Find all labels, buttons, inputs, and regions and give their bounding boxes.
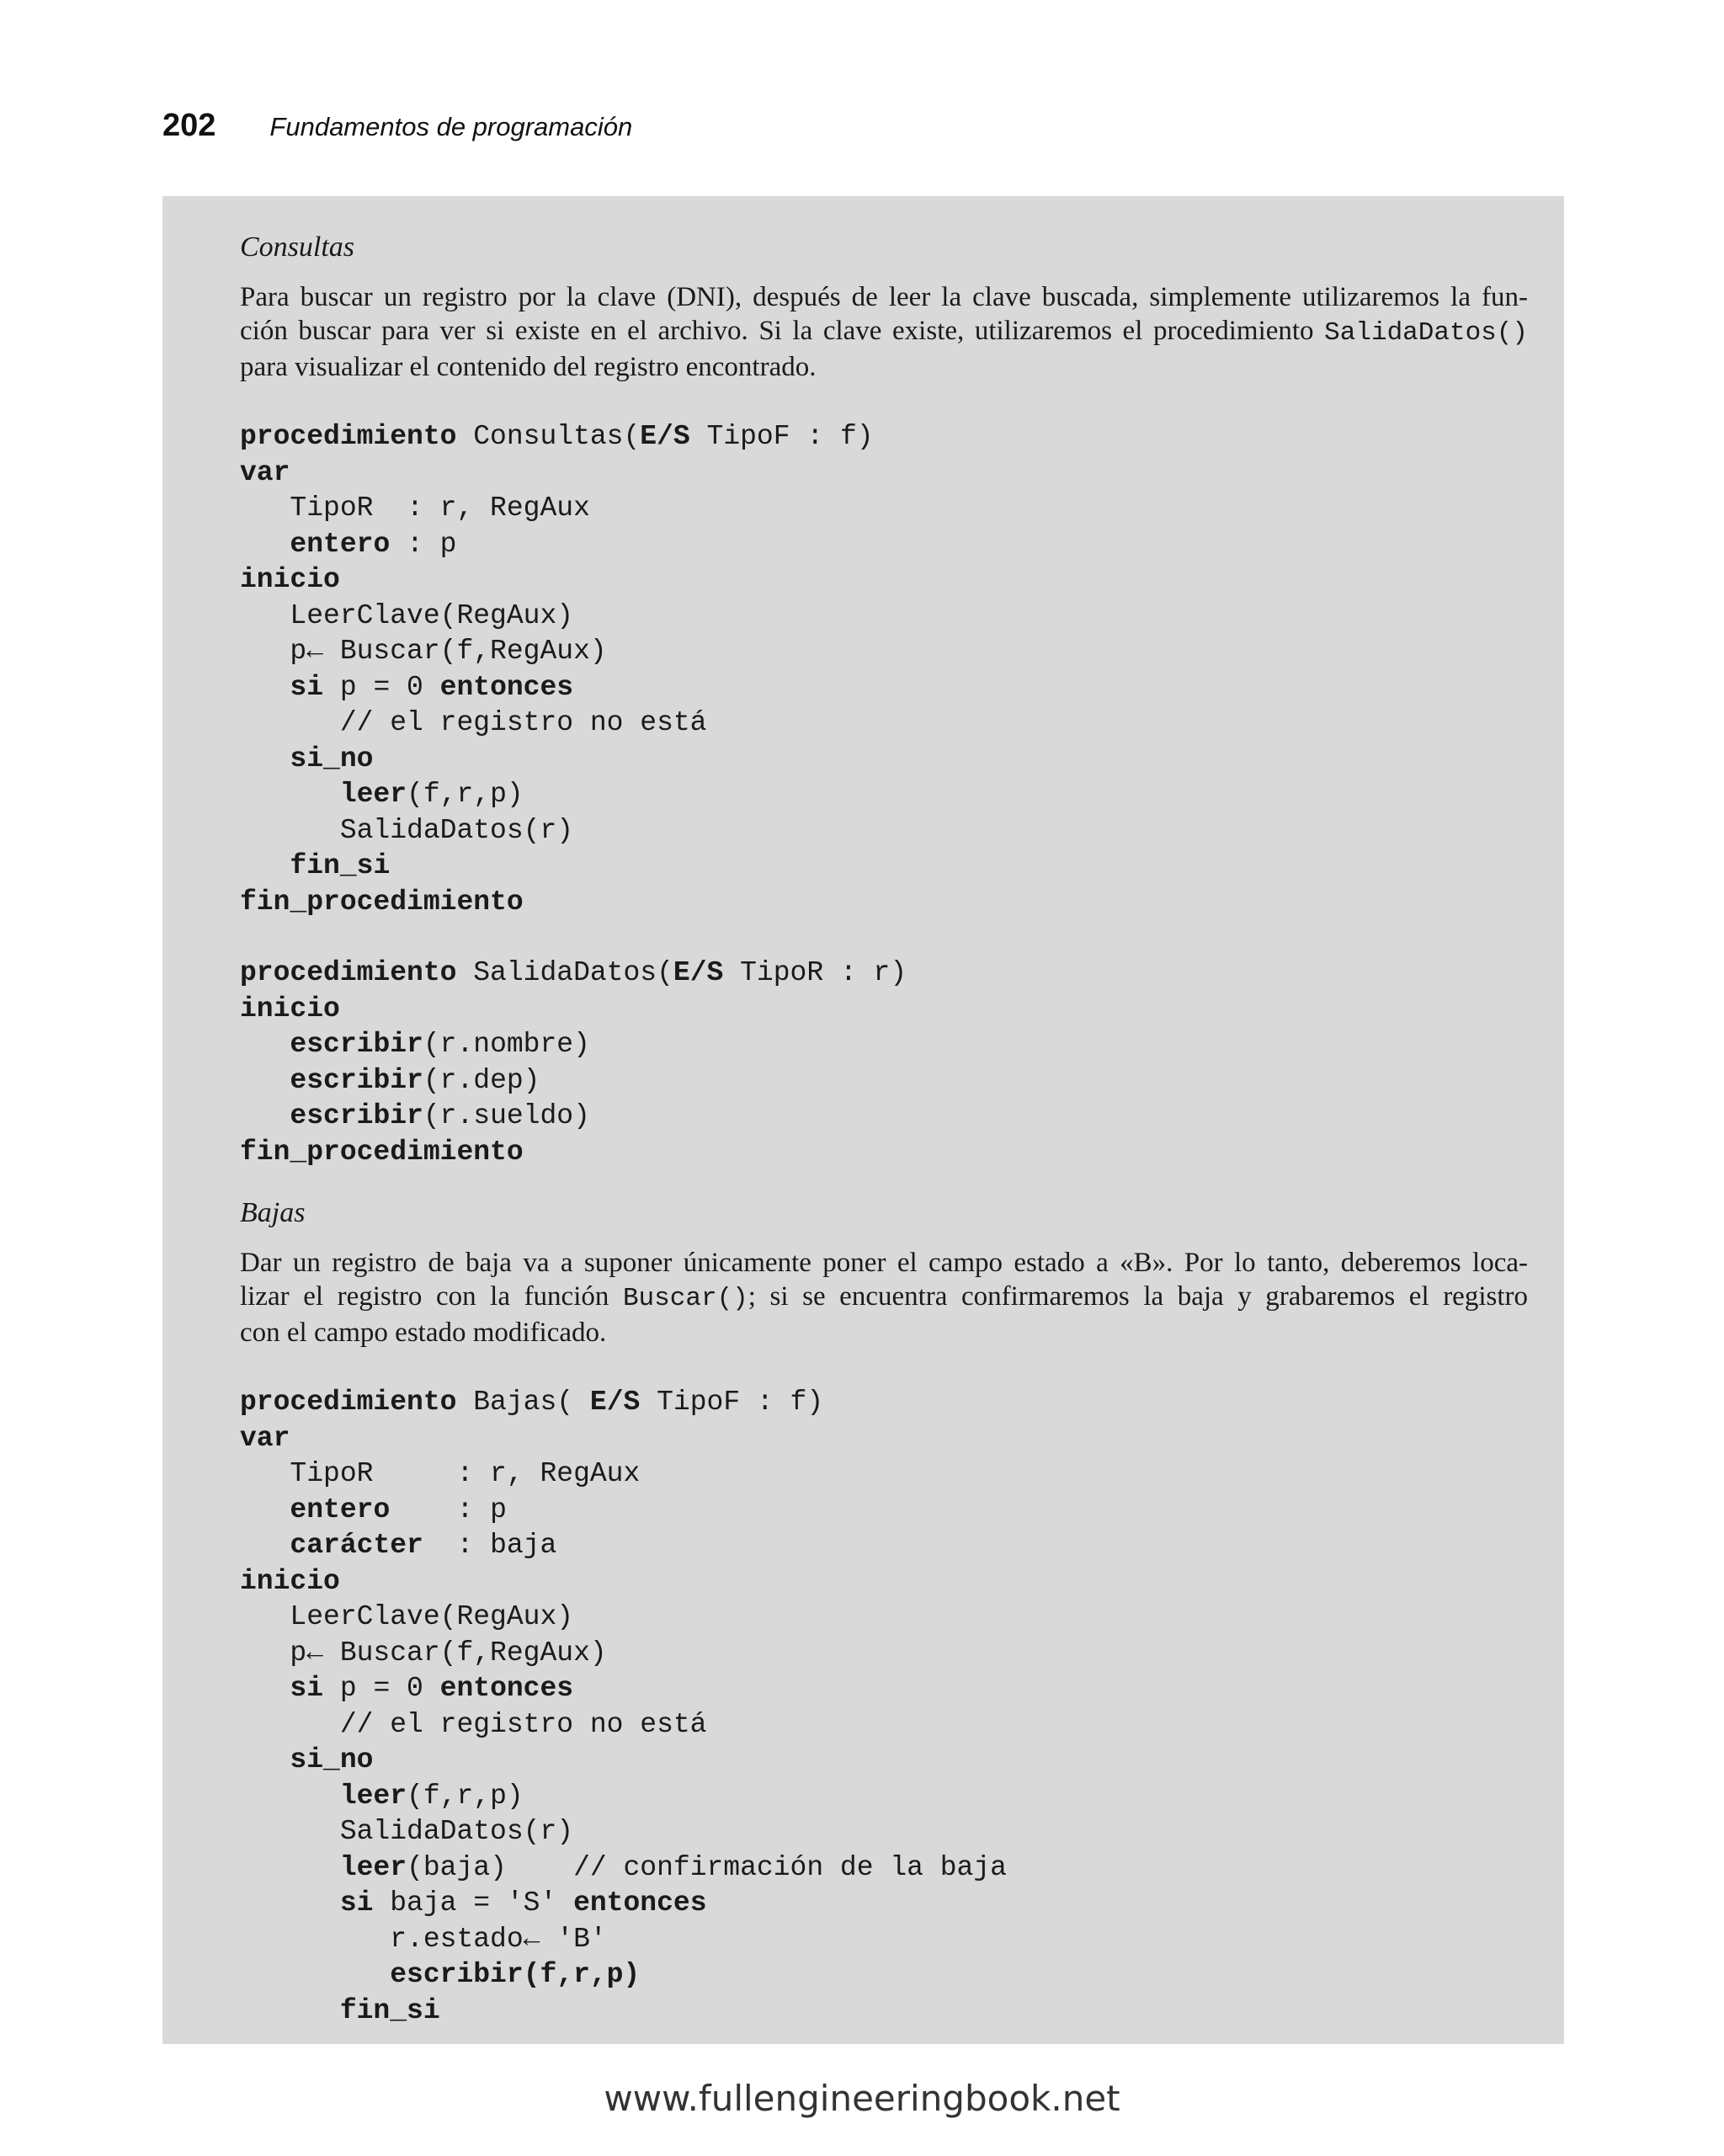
code-text: SalidaDatos( — [456, 957, 673, 988]
paragraph-bajas — [240, 1246, 1528, 1349]
code-keyword: var — [240, 1422, 290, 1454]
code-line — [240, 491, 1528, 527]
code-text: LeerClave(RegAux) — [240, 599, 574, 631]
code-keyword: var — [240, 456, 290, 488]
code-text — [240, 1781, 340, 1812]
code-line — [240, 670, 1528, 706]
code-keyword: E/S — [589, 1387, 641, 1418]
code-text — [240, 1887, 340, 1919]
code-keyword: inicio — [240, 564, 340, 595]
code-line — [240, 1814, 1528, 1850]
code-keyword: fin_si — [290, 850, 391, 881]
code-keyword: si — [290, 671, 324, 703]
code-keyword: inicio — [240, 1565, 340, 1597]
code-line — [240, 1636, 1528, 1672]
inline-code-salidadatos: SalidaDatos() — [1324, 318, 1528, 348]
code-line — [240, 1994, 1528, 2030]
code-text — [240, 1065, 290, 1096]
code-line — [240, 1385, 1528, 1421]
code-line — [240, 813, 1528, 849]
paragraph-line: Dar un registro de baja va a suponer únicamente poner el campo estado a «B». Por lo tanto, deberemos loca- — [240, 1248, 1528, 1278]
page-number: 202 — [162, 108, 216, 143]
page-header — [162, 108, 632, 150]
code-text — [240, 1530, 290, 1561]
code-text: SalidaDatos(r) — [240, 1816, 574, 1847]
code-keyword: fin_procedimiento — [240, 886, 524, 918]
code-text — [240, 1673, 290, 1704]
code-line — [240, 956, 1528, 992]
code-text: // el registro no está — [240, 1708, 707, 1740]
code-line — [240, 885, 1528, 921]
code-line — [240, 1957, 1528, 1994]
code-text: p← Buscar(f,RegAux) — [240, 1637, 607, 1669]
paragraph-line: Para buscar un registro por la clave (DNI), después de leer la clave buscada, simplemente utilizaremos la fun- — [240, 282, 1528, 312]
section-title-consultas: Consultas — [240, 232, 355, 263]
code-text: (r.nombre) — [423, 1029, 590, 1060]
code-keyword: escribir(f,r,p) — [390, 1959, 641, 1990]
code-text: TipoF : f) — [640, 1387, 824, 1418]
paragraph-consultas — [240, 280, 1528, 384]
code-line — [240, 1564, 1528, 1600]
code-text: p← Buscar(f,RegAux) — [240, 636, 607, 667]
code-text: : baja — [423, 1530, 557, 1561]
code-line — [240, 1528, 1528, 1564]
code-keyword: fin_procedimiento — [240, 1136, 524, 1168]
code-keyword: leer — [339, 779, 407, 810]
paragraph-text: ; si se encuentra confirmaremos la baja y grabaremos el registro — [748, 1281, 1529, 1312]
code-line — [240, 1063, 1528, 1099]
code-keyword: carácter — [290, 1530, 423, 1561]
code-line — [240, 1027, 1528, 1063]
code-line — [240, 1886, 1528, 1922]
code-text — [240, 529, 290, 560]
code-text — [240, 1744, 290, 1775]
paragraph-line: para visualizar el contenido del registro encontrado. — [240, 352, 817, 382]
code-keyword: si — [290, 1673, 324, 1704]
code-block-salidadatos — [240, 956, 1528, 1170]
code-line — [240, 742, 1528, 778]
code-text: (baja) // confirmación de la baja — [407, 1851, 1007, 1883]
code-line — [240, 1922, 1528, 1958]
code-text: (r.dep) — [423, 1064, 540, 1096]
code-text — [240, 1100, 290, 1131]
code-text — [240, 1995, 340, 2026]
code-keyword: procedimiento — [240, 957, 457, 988]
code-text — [240, 743, 290, 775]
code-line — [240, 634, 1528, 670]
code-line — [240, 1671, 1528, 1707]
code-line — [240, 777, 1528, 813]
code-text — [240, 1852, 340, 1883]
code-keyword: escribir — [290, 1100, 423, 1131]
code-text: Bajas( — [456, 1387, 590, 1418]
code-text: LeerClave(RegAux) — [240, 1601, 574, 1632]
code-text — [240, 1029, 290, 1060]
code-text — [240, 672, 290, 703]
code-line — [240, 527, 1528, 563]
paragraph-line — [240, 314, 1528, 350]
code-text: TipoR : r, RegAux — [240, 492, 590, 524]
code-text: p = 0 — [323, 1673, 440, 1704]
code-line — [240, 1779, 1528, 1815]
code-line — [240, 1850, 1528, 1887]
code-line — [240, 1707, 1528, 1743]
code-text: r.estado← 'B' — [240, 1923, 607, 1955]
code-keyword: entonces — [573, 1887, 707, 1919]
code-line — [240, 849, 1528, 885]
code-keyword: leer — [339, 1780, 407, 1812]
code-text: : p — [390, 1493, 507, 1525]
code-block-bajas — [240, 1385, 1528, 2029]
code-line — [240, 1421, 1528, 1457]
code-keyword: procedimiento — [240, 421, 457, 452]
code-text: // el registro no está — [240, 707, 707, 738]
code-keyword: si_no — [290, 743, 374, 775]
code-line — [240, 992, 1528, 1028]
code-line — [240, 1600, 1528, 1636]
code-text — [240, 1494, 290, 1525]
book-title: Fundamentos de programación — [269, 112, 633, 141]
code-line — [240, 455, 1528, 492]
paragraph-line — [240, 1280, 1528, 1316]
code-text: TipoR : r, RegAux — [240, 1458, 641, 1489]
code-line — [240, 1099, 1528, 1135]
code-keyword: entero — [290, 1493, 391, 1525]
code-text: (r.sueldo) — [423, 1100, 590, 1131]
code-keyword: E/S — [640, 421, 690, 452]
code-keyword: leer — [339, 1851, 407, 1883]
paragraph-text: ción buscar para ver si existe en el archivo. Si la clave existe, utilizaremos el procedimiento — [240, 316, 1325, 346]
code-line — [240, 1456, 1528, 1493]
code-line — [240, 599, 1528, 635]
code-text: (f,r,p) — [407, 1780, 524, 1812]
paragraph-line: con el campo estado modificado. — [240, 1318, 607, 1348]
code-line — [240, 419, 1528, 455]
section-title-bajas: Bajas — [240, 1197, 306, 1228]
code-text: baja = 'S' — [373, 1887, 574, 1919]
code-keyword: E/S — [673, 957, 724, 988]
code-line — [240, 705, 1528, 742]
code-line — [240, 1493, 1528, 1529]
code-keyword: entonces — [439, 1673, 574, 1704]
code-text: TipoR : r) — [723, 957, 907, 988]
content-panel — [162, 196, 1564, 2044]
code-text: : p — [390, 528, 457, 560]
code-text — [240, 1959, 390, 1990]
code-keyword: procedimiento — [240, 1387, 457, 1418]
code-line — [240, 1135, 1528, 1171]
code-text: Consultas( — [456, 421, 641, 452]
code-text: TipoF : f) — [689, 421, 874, 452]
code-line — [240, 562, 1528, 599]
code-keyword: entero — [290, 528, 391, 560]
content-body — [240, 230, 1528, 2029]
inline-code-buscar: Buscar() — [622, 1284, 748, 1313]
code-text — [240, 850, 290, 881]
code-keyword: si — [339, 1887, 374, 1919]
paragraph-text: lizar el registro con la función — [240, 1281, 623, 1312]
code-block-consultas — [240, 419, 1528, 920]
code-keyword: inicio — [240, 993, 340, 1025]
code-text — [240, 779, 340, 810]
code-keyword: fin_si — [339, 1994, 440, 2026]
footer-url: www.fullengineeringbook.net — [604, 2078, 1120, 2119]
code-text: p = 0 — [323, 671, 440, 703]
code-keyword: entonces — [439, 671, 574, 703]
code-line — [240, 1743, 1528, 1779]
code-text: (f,r,p) — [407, 779, 524, 810]
code-keyword: escribir — [290, 1029, 423, 1060]
code-text: SalidaDatos(r) — [240, 814, 574, 846]
code-keyword: escribir — [290, 1064, 423, 1096]
code-keyword: si_no — [290, 1744, 374, 1775]
